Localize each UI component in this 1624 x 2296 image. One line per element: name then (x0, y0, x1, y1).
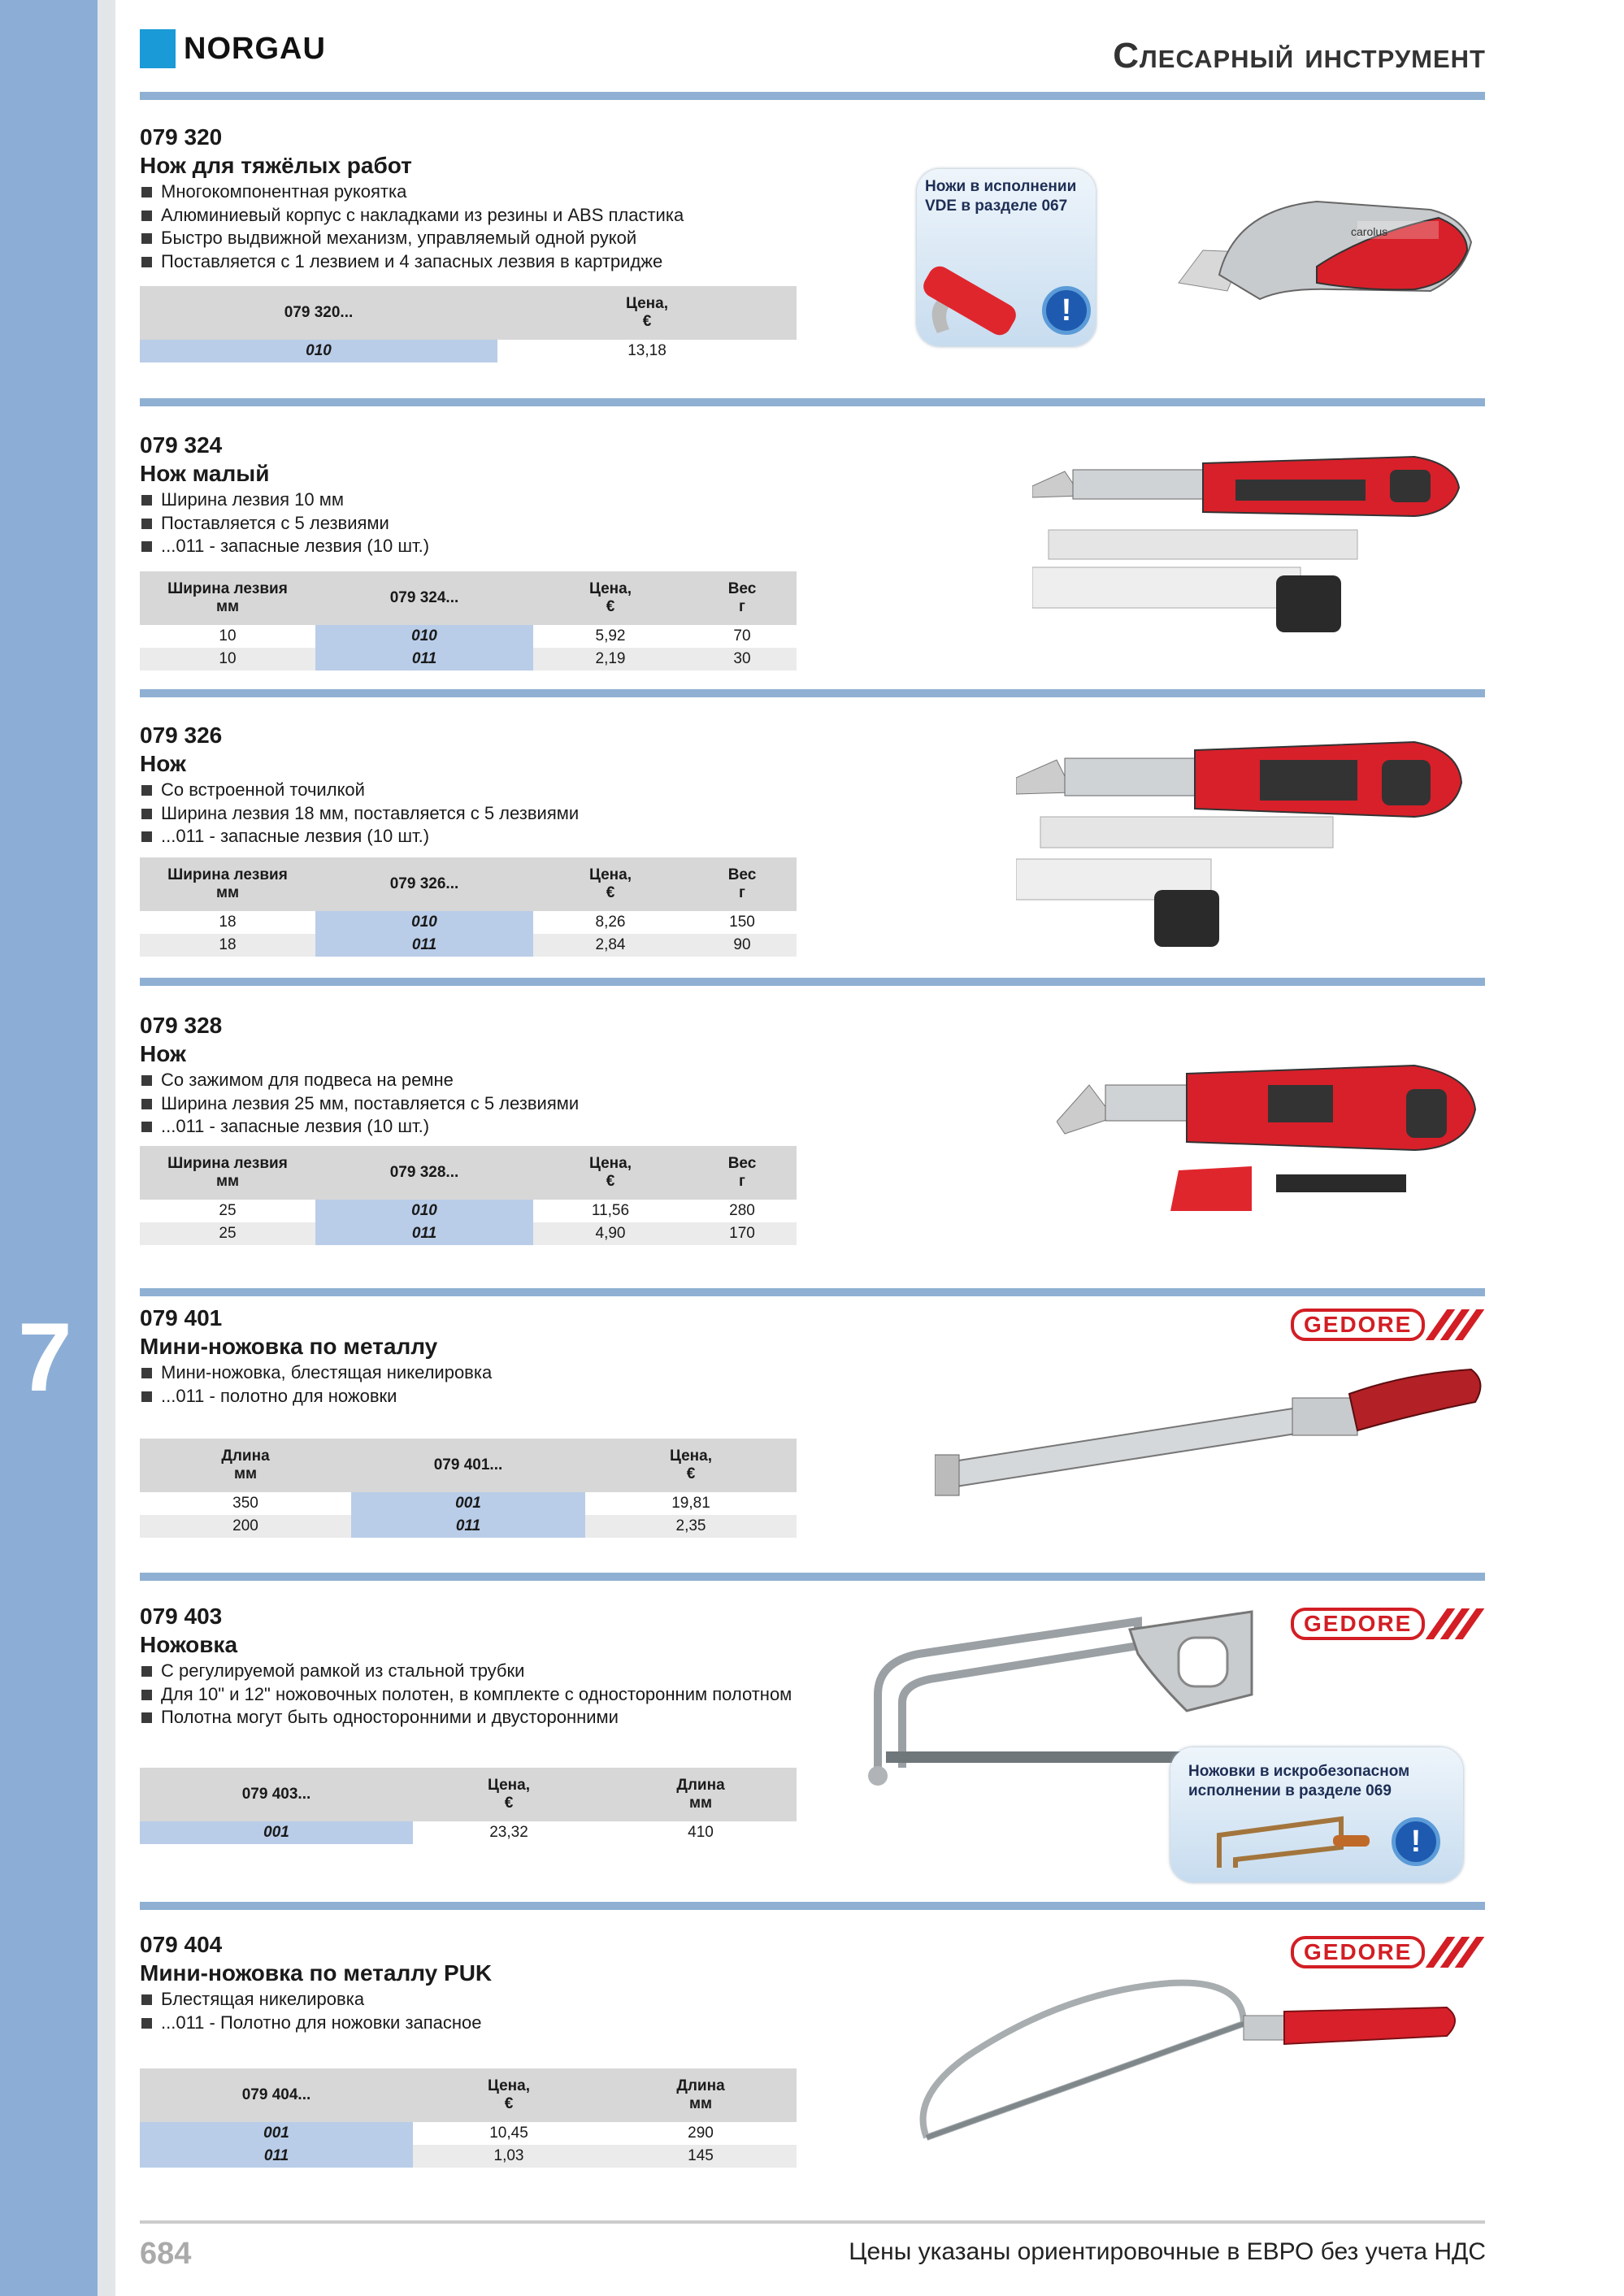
price-table (140, 857, 797, 957)
col-header (140, 1439, 351, 1492)
section-divider (140, 398, 1485, 406)
price-cell: 19,81 (671, 1495, 710, 1512)
weight-cell: 150 (729, 914, 755, 931)
price-disclaimer: Цены указаны ориентировочные в ЕВРО без учета НДС (849, 2238, 1486, 2265)
section-divider (140, 92, 1485, 100)
article-cell: 010 (315, 1200, 533, 1222)
price-table (140, 1146, 797, 1245)
table-row (140, 1200, 797, 1222)
feature-item: Алюминиевый корпус с накладками из резины и ABS пластика (140, 204, 1485, 228)
logo-square-icon (140, 29, 176, 68)
table-row (140, 1492, 797, 1515)
col-header-text: Цена, € (670, 1447, 712, 1482)
feature-item: Ширина лезвия 10 мм (140, 488, 1485, 512)
feature-item: Со встроенной точилкой (140, 779, 1485, 802)
article-cell: 001 (140, 1821, 413, 1844)
col-header (605, 1768, 797, 1821)
length-cell: 290 (688, 2125, 714, 2142)
col-header-text: Цена, € (589, 580, 632, 615)
col-header: 079 403... (140, 1768, 413, 1821)
brand-name: NORGAU (184, 31, 326, 66)
col-header-text: Цена, € (589, 1155, 632, 1190)
gedore-slashes-icon (1430, 1309, 1474, 1340)
col-header: 079 320... (140, 286, 497, 340)
price-table (140, 1439, 797, 1538)
product-code: 079 404 (140, 1932, 223, 1957)
col-header (605, 2068, 797, 2122)
product-title: Ножовка (140, 1632, 238, 1657)
col-header-text: Ширина лезвия мм (167, 1155, 288, 1190)
product-code: 079 401 (140, 1305, 223, 1330)
gedore-wordmark: GEDORE (1291, 1309, 1425, 1341)
gedore-slashes-icon (1430, 1937, 1474, 1968)
chapter-number: 7 (18, 1303, 72, 1412)
sidebar-edge (98, 0, 115, 2296)
product-code: 079 403 (140, 1604, 223, 1629)
product-title: Мини-ножовка по металлу (140, 1334, 438, 1359)
gedore-logo (1291, 1936, 1474, 1968)
width-cell: 10 (219, 627, 237, 645)
product-code: 079 320 (140, 124, 223, 150)
col-header (413, 1768, 605, 1821)
col-header (585, 1439, 797, 1492)
col-header (497, 286, 797, 340)
feature-item: Для 10" и 12" ножовочных полотен, в комплекте с односторонним полотном (140, 1683, 1485, 1707)
feature-item: С регулируемой рамкой из стальной трубки (140, 1660, 1485, 1683)
article-cell: 011 (315, 934, 533, 957)
price-cell: 23,32 (489, 1824, 528, 1841)
article-cell: 001 (140, 2122, 413, 2145)
table-row (140, 2122, 797, 2145)
feature-item: Мини-ножовка, блестящая никелировка (140, 1361, 1485, 1385)
footer-divider (140, 2220, 1485, 2224)
price-cell: 4,90 (533, 1222, 688, 1245)
col-header (140, 571, 315, 625)
article-cell: 011 (315, 648, 533, 671)
section-divider (140, 689, 1485, 697)
col-header: 079 404... (140, 2068, 413, 2122)
col-header (533, 1146, 688, 1200)
feature-item: Со зажимом для подвеса на ремне (140, 1069, 1485, 1092)
col-header-text: Ширина лезвия мм (167, 580, 288, 615)
section-divider (140, 1288, 1485, 1296)
col-header-text: Цена, € (488, 1777, 530, 1812)
feature-item: Ширина лезвия 18 мм, поставляется с 5 лезвиями (140, 802, 1485, 826)
price-cell: 8,26 (595, 914, 626, 931)
table-row (140, 934, 797, 957)
price-cell: 11,56 (591, 1202, 630, 1219)
product-title: Нож малый (140, 461, 270, 486)
feature-item: ...011 - запасные лезвия (10 шт.) (140, 535, 1485, 558)
col-header-text: Ширина лезвия мм (167, 866, 288, 901)
feature-item: Многокомпонентная рукоятка (140, 180, 1485, 204)
feature-item: ...011 - запасные лезвия (10 шт.) (140, 1115, 1485, 1139)
col-header (413, 2068, 605, 2122)
feature-item: Ширина лезвия 25 мм, поставляется с 5 лезвиями (140, 1092, 1485, 1116)
weight-cell: 30 (688, 648, 797, 671)
feature-item: ...011 - запасные лезвия (10 шт.) (140, 825, 1485, 849)
price-cell: 5,92 (595, 627, 626, 645)
col-header (140, 1146, 315, 1200)
product-code: 079 328 (140, 1013, 223, 1038)
price-cell: 2,19 (533, 648, 688, 671)
product-code: 079 324 (140, 432, 223, 458)
price-cell: 1,03 (413, 2145, 605, 2168)
table-row (140, 1821, 797, 1844)
product-title: Нож (140, 751, 186, 776)
feature-item: ...011 - Полотно для ножовки запасное (140, 2012, 1485, 2035)
price-cell: 2,84 (533, 934, 688, 957)
col-header-text: Длина мм (221, 1447, 270, 1482)
price-table (140, 2068, 797, 2168)
feature-item: Быстро выдвижной механизм, управляемый одной рукой (140, 227, 1485, 250)
info-icon: ! (1042, 286, 1091, 335)
table-row (140, 625, 797, 648)
width-cell: 25 (219, 1202, 237, 1219)
col-header-text: Вес г (727, 866, 757, 901)
price-table (140, 286, 797, 362)
col-header: 079 401... (351, 1439, 585, 1492)
product-title: Нож для тяжёлых работ (140, 153, 412, 178)
section-divider (140, 1902, 1485, 1910)
col-header (533, 571, 688, 625)
puk-mini-hacksaw-image (902, 1967, 1471, 2162)
weight-cell: 280 (729, 1202, 755, 1219)
small-knife-image (1032, 439, 1471, 658)
col-header (688, 571, 797, 625)
length-cell: 410 (688, 1824, 714, 1841)
price-cell: 10,45 (489, 2125, 528, 2142)
feature-item: ...011 - полотно для ножовки (140, 1385, 1485, 1408)
weight-cell: 170 (688, 1222, 797, 1245)
gedore-wordmark: GEDORE (1291, 1936, 1425, 1968)
page-number: 684 (140, 2237, 192, 2271)
page-title: Слесарный инструмент (1113, 36, 1486, 76)
spark-free-hacksaw-image (1211, 1811, 1374, 1876)
heavy-duty-knife-image (1170, 185, 1479, 307)
product-title: Мини-ножовка по металлу PUK (140, 1960, 493, 1986)
col-header (140, 857, 315, 911)
table-row (140, 2145, 797, 2168)
chapter-sidebar (0, 0, 98, 2296)
section-divider (140, 978, 1485, 986)
article-cell: 011 (140, 2145, 413, 2168)
gedore-slashes-icon (1430, 1608, 1474, 1639)
width-cell: 25 (140, 1222, 315, 1245)
feature-item: Поставляется с 1 лезвием и 4 запасных лезвия в картридже (140, 250, 1485, 274)
col-header-text: Цена, € (488, 2077, 530, 2112)
length-cell: 200 (140, 1515, 351, 1538)
price-cell: 2,35 (585, 1515, 797, 1538)
weight-cell: 90 (688, 934, 797, 957)
feature-item: Полотна могут быть односторонними и двусторонними (140, 1706, 1485, 1730)
knife-with-sharpener-image (1016, 727, 1479, 951)
mini-hacksaw-image (935, 1357, 1487, 1504)
width-cell: 18 (140, 934, 315, 957)
info-icon: ! (1392, 1817, 1440, 1866)
table-row (140, 648, 797, 671)
article-cell: 010 (140, 340, 497, 362)
gedore-wordmark: GEDORE (1291, 1608, 1425, 1640)
length-cell: 350 (232, 1495, 258, 1512)
price-table (140, 1768, 797, 1844)
col-header-text: Вес г (727, 1155, 757, 1190)
gedore-logo (1291, 1608, 1474, 1640)
length-cell: 145 (605, 2145, 797, 2168)
table-row (140, 1222, 797, 1245)
col-header (688, 857, 797, 911)
table-row (140, 911, 797, 934)
table-row (140, 1515, 797, 1538)
col-header: 079 324... (315, 571, 533, 625)
section-divider (140, 1573, 1485, 1581)
col-header-text: Цена, € (626, 295, 668, 330)
vde-info-text: Ножи в исполнении VDE в разделе 067 (925, 178, 1077, 215)
feature-item: Поставляется с 5 лезвиями (140, 512, 1485, 536)
gedore-logo (1291, 1309, 1474, 1341)
col-header-text: Длина мм (676, 1777, 725, 1812)
col-header-text: Длина мм (676, 2077, 725, 2112)
col-header-text: Вес г (727, 580, 757, 615)
col-header-text: Цена, € (589, 866, 632, 901)
belt-clip-knife-image (1057, 1053, 1479, 1215)
weight-cell: 70 (733, 627, 751, 645)
article-cell: 011 (315, 1222, 533, 1245)
width-cell: 10 (140, 648, 315, 671)
article-cell: 001 (351, 1492, 585, 1515)
product-title: Нож (140, 1041, 186, 1066)
width-cell: 18 (219, 914, 237, 931)
carolus-brand: carolus (1351, 225, 1388, 238)
col-header (688, 1146, 797, 1200)
price-table (140, 571, 797, 671)
article-cell: 010 (315, 911, 533, 934)
col-header: 079 326... (315, 857, 533, 911)
brand-logo (140, 29, 326, 68)
col-header (533, 857, 688, 911)
feature-item: Блестящая никелировка (140, 1988, 1485, 2012)
col-header: 079 328... (315, 1146, 533, 1200)
price-cell: 13,18 (627, 342, 667, 359)
product-code: 079 326 (140, 723, 223, 748)
article-cell: 011 (351, 1515, 585, 1538)
article-cell: 010 (315, 625, 533, 648)
spark-free-info-text: Ножовки в искробезопасном исполнении в разделе 069 (1188, 1763, 1410, 1799)
